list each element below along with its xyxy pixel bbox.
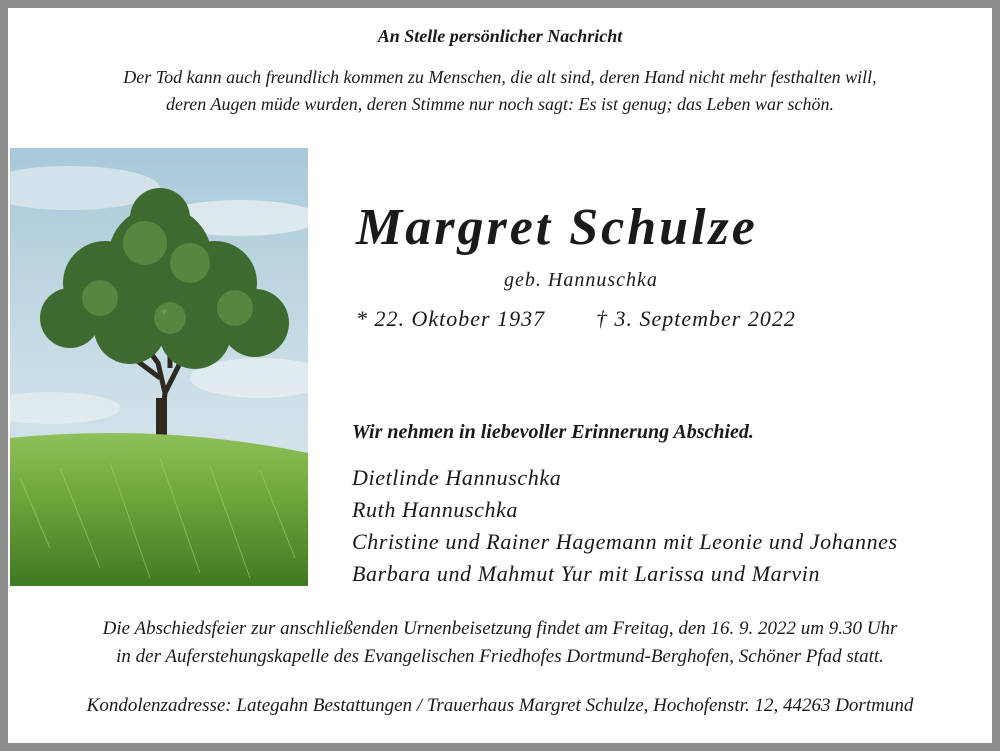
ceremony-line-1: Die Abschiedsfeier zur anschließenden Urnenbeisetzung findet am Freitag, den 16. 9. 2022 um 9.30 Uhr: [102, 618, 898, 639]
tree-photo-illustration: [10, 148, 308, 586]
header-title: An Stelle persönlicher Nachricht: [377, 26, 623, 46]
mourner-name: Ruth Hannuschka: [352, 497, 519, 522]
obituary-card: [8, 8, 992, 743]
tree-photo: [10, 148, 308, 586]
quote-line-2: deren Augen müde wurden, deren Stimme nur noch sagt: Es ist genug; das Leben war schön.: [165, 94, 835, 114]
death-date: † 3. September 2022: [596, 306, 796, 331]
mourner-name: Dietlinde Hannuschka: [352, 465, 562, 490]
deceased-name: Margret Schulze: [356, 199, 758, 256]
quote-line-1: Der Tod kann auch freundlich kommen zu Menschen, die alt sind, deren Hand nicht mehr festhalten will,: [123, 67, 877, 87]
quote: [8, 64, 992, 118]
maiden-name: geb. Hannuschka: [504, 269, 658, 291]
condolence-address: Kondolenzadresse: Lategahn Bestattungen / Trauerhaus Margret Schulze, Hochofenstr. 12, 44263 Dortmund: [86, 695, 914, 716]
birth-date: * 22. Oktober 1937: [356, 306, 546, 331]
mourner-name: Barbara und Mahmut Yur mit Larissa und Marvin: [352, 561, 821, 586]
mourners-list: [352, 462, 898, 590]
mourner-name: Christine und Rainer Hagemann mit Leonie und Johannes: [352, 529, 898, 554]
farewell-text: Wir nehmen in liebevoller Erinnerung Abschied.: [352, 421, 754, 443]
ceremony-notice: [8, 615, 992, 671]
ceremony-line-2: in der Auferstehungskapelle des Evangelischen Friedhofes Dortmund-Berghofen, Schöner Pfad statt.: [116, 646, 884, 667]
